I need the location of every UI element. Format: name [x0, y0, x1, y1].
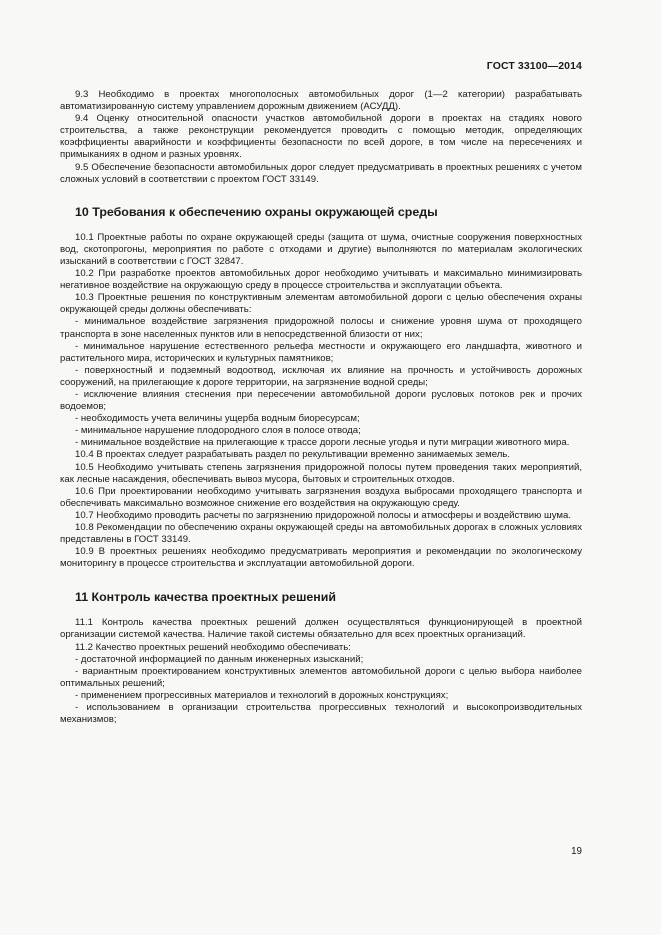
paragraph-9-3: 9.3 Необходимо в проектах многополосных автомобильных дорог (1—2 категории) разрабатывать автоматизированную систему управлением дорожным движением (АСУДД). — [60, 89, 582, 113]
standard-header: ГОСТ 33100—2014 — [486, 60, 582, 72]
document-body — [60, 89, 582, 726]
list-item: - минимальное нарушение плодородного слоя в полосе отвода; — [75, 425, 361, 437]
list-item: - необходимость учета величины ущерба водным биоресурсам; — [75, 413, 360, 425]
paragraph-10-5: 10.5 Необходимо учитывать степень загрязнения придорожной полосы путем проведения таких мероприятий, как лесные насаждения, обеспечивать вывоз мусора, бытовых и строительных отходов. — [60, 461, 582, 485]
list-item: - исключение влияния стеснения при пересечении автомобильной дороги русловых потоков рек и прочих водоемов; — [60, 388, 582, 413]
paragraph-10-2: 10.2 При разработке проектов автомобильных дорог необходимо учитывать и максимально минимизировать негативное воздействие на окружающую среду в процессе строительства и эксплуатации объекта. — [60, 268, 582, 292]
list-item: - минимальное воздействие на прилегающие к трассе дороги лесные угодья и пути миграции животного мира. — [75, 437, 570, 449]
paragraph-10-7: 10.7 Необходимо проводить расчеты по загрязнению придорожной полосы и атмосферы и воздействию шума. — [75, 509, 571, 521]
paragraph-11-1: 11.1 Контроль качества проектных решений должен осуществляться функционирующей в проектной организации системой качества. Наличие такой системы обязательно для всех проектных организаций. — [60, 617, 582, 641]
paragraph-9-4: 9.4 Оценку относительной опасности участков автомобильной дороги в проектах на стадиях нового строительства, а также реконструкции рекомендуется проводить с помощью методик, определяющих коэффициенты аварийности и коэффициенты безопасности по всей дороге, в том числе на пересечениях и примыканиях в одном и разных уровнях. — [60, 113, 582, 161]
paragraph-10-8: 10.8 Рекомендации по обеспечению охраны окружающей среды на автомобильных дорогах в сложных условиях представлены в ГОСТ 33149. — [60, 522, 582, 546]
page-number: 19 — [571, 846, 582, 857]
paragraph-10-6: 10.6 При проектировании необходимо учитывать загрязнения воздуха выбросами проходящего транспорта и обеспечивать максимально возможное снижение его воздействия на окружающую среду. — [60, 485, 582, 509]
section-10-heading: 10 Требования к обеспечению охраны окружающей среды — [75, 204, 438, 219]
paragraph-11-2: 11.2 Качество проектных решений необходимо обеспечивать: — [75, 641, 351, 653]
list-item: - минимальное воздействие загрязнения придорожной полосы и снижение уровня шума от проходящего транспорта в зоне населенных пунктов или в непосредственной близости от них; — [60, 316, 582, 340]
paragraph-10-9: 10.9 В проектных решениях необходимо предусматривать мероприятия и рекомендации по экологическому мониторингу в процессе строительства и эксплуатации автомобильной дороги. — [60, 546, 582, 570]
list-item: - применением прогрессивных материалов и технологий в дорожных конструкциях; — [75, 689, 449, 701]
paragraph-10-4: 10.4 В проектах следует разрабатывать раздел по рекультивации временно занимаемых земель. — [75, 449, 510, 461]
list-item: - достаточной информацией по данным инженерных изысканий; — [75, 653, 364, 665]
section-11-heading: 11 Контроль качества проектных решений — [75, 590, 337, 605]
list-item: - поверхностный и подземный водоотвод, исключая их влияние на прочность и устойчивость дорожных сооружений, на прилегающие к дороге территории, на загрязнение водной среды; — [60, 364, 582, 388]
list-item: - вариантным проектированием конструктивных элементов автомобильной дороги с целью выбора наиболее оптимальных решений; — [60, 665, 582, 689]
list-item: - использованием в организации строительства прогрессивных технологий и высокопроизводительных механизмов; — [60, 702, 582, 726]
paragraph-10-3: 10.3 Проектные решения по конструктивным элементам автомобильной дороги с целью обеспечения охраны окружающей среды должны обеспечивать: — [60, 292, 582, 316]
paragraph-9-5: 9.5 Обеспечение безопасности автомобильных дорог следует предусматривать в проектных решениях с учетом сложных условий в соответствии с проектом ГОСТ 33149. — [60, 161, 582, 185]
list-item: - минимальное нарушение естественного рельефа местности и окружающего его ландшафта, животного и растительного мира, исторических и культурных памятников; — [60, 340, 582, 364]
paragraph-10-1: 10.1 Проектные работы по охране окружающей среды (защита от шума, очистные сооружения поверхностных вод, скотопрогоны, мероприятия по работе с отходами и другие) выполняются по материалам экологических изысканий в соответствии с ГОСТ 32847. — [60, 231, 582, 267]
